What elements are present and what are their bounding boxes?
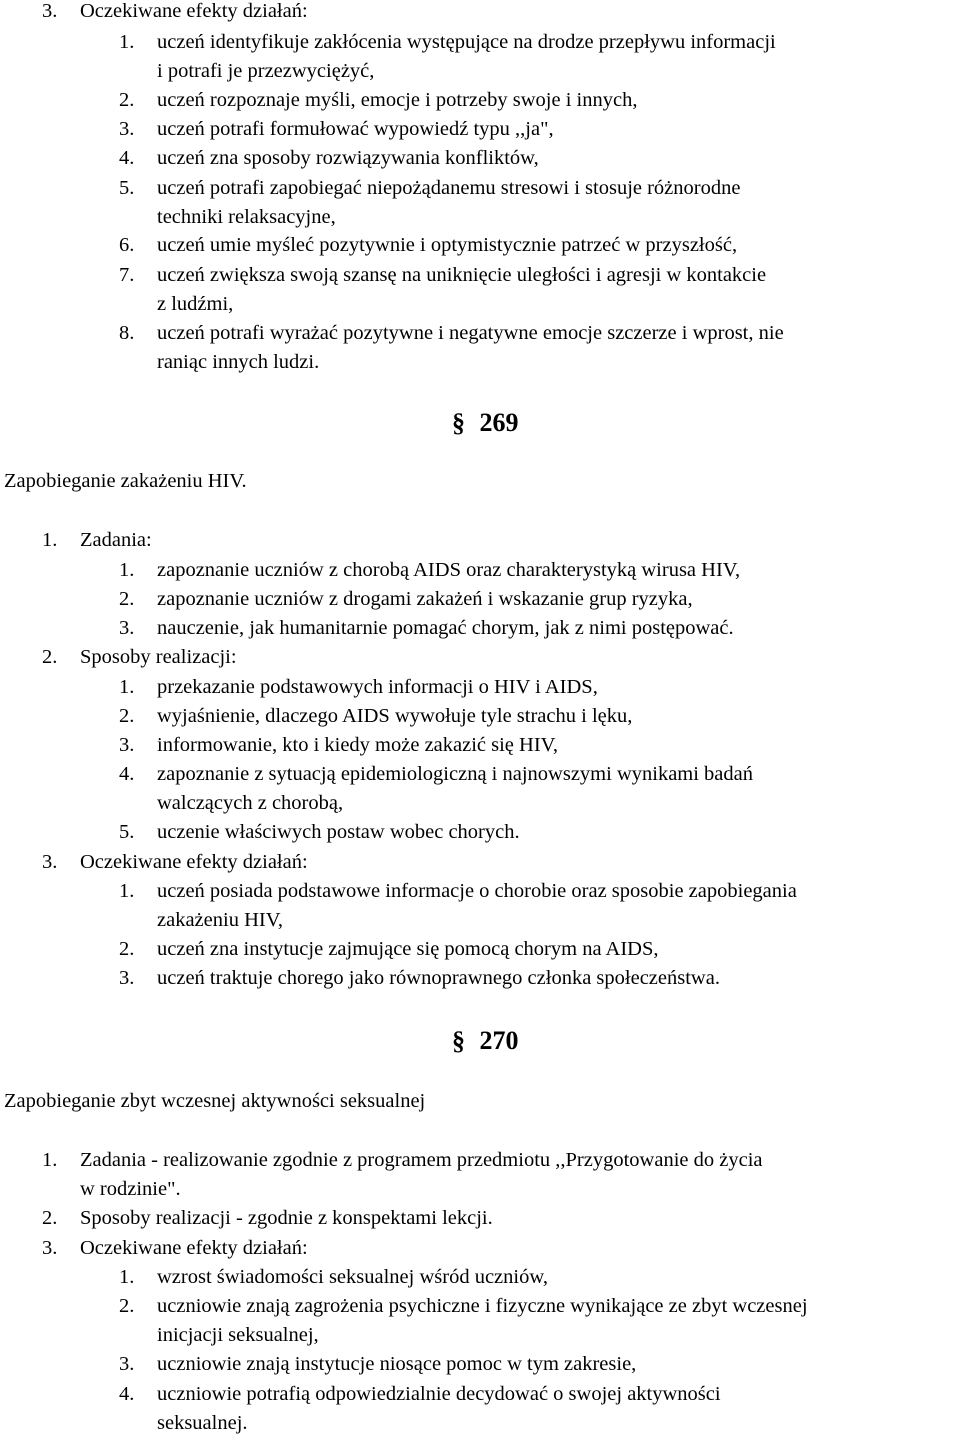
item-number: 3. xyxy=(119,1353,135,1375)
item-text-line: uczniowie znają zagrożenia psychiczne i fizyczne wynikające ze zbyt wczesnej xyxy=(157,1295,808,1317)
item-text-line: z ludźmi, xyxy=(157,293,234,315)
item-text-line: nauczenie, jak humanitarnie pomagać chorym, jak z nimi postępować. xyxy=(157,617,734,639)
item-number: 1. xyxy=(119,880,135,902)
item-text-line: seksualnej. xyxy=(157,1412,248,1434)
heading-label: Zadania: xyxy=(80,529,152,551)
item-text-line: zapoznanie z sytuacją epidemiologiczną i najnowszymi wynikami badań xyxy=(157,763,754,785)
item-number: 3. xyxy=(119,617,135,639)
item-number: 1. xyxy=(119,559,135,581)
item-text-line: uczeń umie myśleć pozytywnie i optymistycznie patrzeć w przyszłość, xyxy=(157,234,738,256)
item-number: 3. xyxy=(119,118,135,140)
heading-number: 2. xyxy=(42,1207,58,1229)
item-text-line: uczeń potrafi wyrażać pozytywne i negatywne emocje szczerze i wprost, nie xyxy=(157,322,784,344)
heading-label: Oczekiwane efekty działań: xyxy=(80,0,308,22)
heading-number: 1. xyxy=(42,529,58,551)
item-text-line: techniki relaksacyjne, xyxy=(157,206,336,228)
item-number: 5. xyxy=(119,177,135,199)
heading-number: 2. xyxy=(42,646,58,668)
item-text-line: uczeń posiada podstawowe informacje o chorobie oraz sposobie zapobiegania xyxy=(157,880,797,902)
item-text-line: uczeń traktuje chorego jako równoprawnego członka społeczeństwa. xyxy=(157,967,720,989)
heading-number: 3. xyxy=(42,851,58,873)
item-number: 2. xyxy=(119,705,135,727)
item-number: 4. xyxy=(119,1383,135,1405)
item-number: 5. xyxy=(119,821,135,843)
item-text-line: i potrafi je przezwyciężyć, xyxy=(157,60,375,82)
paragraph-number: 269 xyxy=(479,408,519,437)
item-number: 3. xyxy=(119,734,135,756)
section-sign: § xyxy=(452,1026,465,1055)
item-number: 4. xyxy=(119,763,135,785)
heading-number: 3. xyxy=(42,1237,58,1259)
item-text-line: zapoznanie uczniów z chorobą AIDS oraz charakterystyką wirusa HIV, xyxy=(157,559,741,581)
item-number: 2. xyxy=(119,588,135,610)
item-number: 7. xyxy=(119,264,135,286)
item-text-line: informowanie, kto i kiedy może zakazić się HIV, xyxy=(157,734,558,756)
item-text-line: uczenie właściwych postaw wobec chorych. xyxy=(157,821,520,843)
item-text-line: walczących z chorobą, xyxy=(157,792,344,814)
item-number: 3. xyxy=(119,967,135,989)
item-text-line: zapoznanie uczniów z drogami zakażeń i wskazanie grup ryzyka, xyxy=(157,588,693,610)
item-text-line: wyjaśnienie, dlaczego AIDS wywołuje tyle strachu i lęku, xyxy=(157,705,633,727)
item-text-line: uczniowie potrafią odpowiedzialnie decydować o swojej aktywności xyxy=(157,1383,721,1405)
item-number: 6. xyxy=(119,234,135,256)
paragraph-number-270 xyxy=(452,1026,519,1056)
item-text-line: uczniowie znają instytucje niosące pomoc w tym zakresie, xyxy=(157,1353,637,1375)
heading-label: w rodzinie". xyxy=(80,1178,181,1200)
paragraph-number-269 xyxy=(452,408,519,438)
item-number: 1. xyxy=(119,1266,135,1288)
item-text-line: przekazanie podstawowych informacji o HIV i AIDS, xyxy=(157,676,598,698)
item-number: 4. xyxy=(119,147,135,169)
item-number: 1. xyxy=(119,676,135,698)
heading-label: Sposoby realizacji - zgodnie z konspektami lekcji. xyxy=(80,1207,493,1229)
item-number: 8. xyxy=(119,322,135,344)
item-text-line: uczeń zwiększa swoją szansę na uniknięcie uległości i agresji w kontakcie xyxy=(157,264,767,286)
item-text-line: uczeń zna instytucje zajmujące się pomocą chorym na AIDS, xyxy=(157,938,659,960)
section-title: Zapobieganie zakażeniu HIV. xyxy=(4,470,247,492)
heading-label: Oczekiwane efekty działań: xyxy=(80,1237,308,1259)
item-text-line: uczeń rozpoznaje myśli, emocje i potrzeby swoje i innych, xyxy=(157,89,638,111)
item-number: 2. xyxy=(119,1295,135,1317)
item-number: 1. xyxy=(119,31,135,53)
section-sign: § xyxy=(452,408,465,437)
heading-number: 3. xyxy=(42,0,58,22)
item-text-line: wzrost świadomości seksualnej wśród uczniów, xyxy=(157,1266,548,1288)
item-number: 2. xyxy=(119,938,135,960)
heading-label: Sposoby realizacji: xyxy=(80,646,237,668)
item-number: 2. xyxy=(119,89,135,111)
heading-label: Zadania - realizowanie zgodnie z programem przedmiotu ,,Przygotowanie do życia xyxy=(80,1149,763,1171)
heading-number: 1. xyxy=(42,1149,58,1171)
item-text-line: inicjacji seksualnej, xyxy=(157,1324,319,1346)
item-text-line: uczeń zna sposoby rozwiązywania konfliktów, xyxy=(157,147,539,169)
item-text-line: uczeń identyfikuje zakłócenia występujące na drodze przepływu informacji xyxy=(157,31,776,53)
item-text-line: uczeń potrafi zapobiegać niepożądanemu stresowi i stosuje różnorodne xyxy=(157,177,741,199)
heading-label: Oczekiwane efekty działań: xyxy=(80,851,308,873)
paragraph-number: 270 xyxy=(479,1026,519,1055)
item-text-line: zakażeniu HIV, xyxy=(157,909,283,931)
item-text-line: uczeń potrafi formułować wypowiedź typu ,,ja", xyxy=(157,118,554,140)
section-title: Zapobieganie zbyt wczesnej aktywności seksualnej xyxy=(4,1090,426,1112)
item-text-line: raniąc innych ludzi. xyxy=(157,351,320,373)
